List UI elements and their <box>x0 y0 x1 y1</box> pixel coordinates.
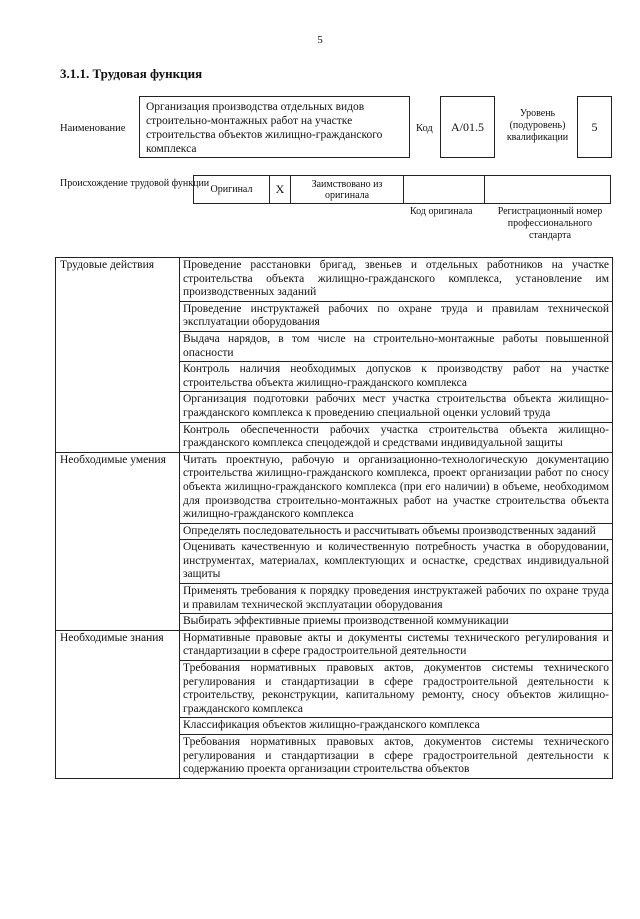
table-row <box>56 452 613 523</box>
item-cell: Классификация объектов жилищно-гражданского комплекса <box>180 718 613 735</box>
item-cell: Читать проектную, рабочую и организационно-технологическую документацию строительства жилищно-гражданского комплекса, проект организации работ по сносу объекта жилищно-гражданского комплекса (при его наличии) в объеме, необходимом для производства строительно-монтажных работ на участке строительства объекта жилищно-гражданского комплекса <box>180 452 613 523</box>
item-cell: Проведение расстановки бригад, звеньев и отдельных работников на участке строительства объекта жилищно-гражданского комплекса, установление им производственных заданий <box>180 258 613 302</box>
reg-number-cell <box>484 175 611 204</box>
item-cell: Применять требования к порядку проведения инструктажей рабочих по охране труда и правилам технической эксплуатации оборудования <box>180 584 613 614</box>
reg-number-label: Регистрационный номер профессионального стандарта <box>497 206 603 241</box>
item-cell: Контроль обеспеченности рабочих участка строительства объекта жилищно-гражданского комплекса спецодеждой и средствами индивидуальной защиты <box>180 422 613 452</box>
category-cell: Необходимые знания <box>56 630 180 778</box>
original-mark-cell: X <box>269 175 291 204</box>
function-name-box: Организация производства отдельных видов строительно-монтажных работ на участке строительства объектов жилищно-гражданского комплекса <box>139 96 410 158</box>
origin-table <box>193 175 613 204</box>
function-details-table <box>55 257 613 779</box>
code-original-cell <box>403 175 485 204</box>
item-cell: Оценивать качественную и количественную потребность участка в оборудовании, инструментах, материалах, комплектующих и оснастке, средствах индивидуальной защиты <box>180 540 613 584</box>
category-cell: Трудовые действия <box>56 258 180 453</box>
item-cell: Определять последовательность и рассчитывать объемы производственных заданий <box>180 523 613 540</box>
original-label-cell: Оригинал <box>193 175 270 204</box>
section-title: 3.1.1. Трудовая функция <box>60 66 203 81</box>
level-value-box: 5 <box>577 96 612 158</box>
item-cell: Организация подготовки рабочих мест участка строительства объекта жилищно-гражданского комплекса к проведению специальной оценки условий труда <box>180 392 613 422</box>
table-row <box>56 630 613 660</box>
level-label: Уровень (подуровень) квалификации <box>506 108 569 143</box>
item-cell: Выдача нарядов, в том числе на строительно-монтажные работы повышенной опасности <box>180 331 613 361</box>
item-cell: Требования нормативных правовых актов, документов системы технического регулирования и стандартизации в сфере градостроительной деятельности к содержанию проекта организации строительства объектов <box>180 735 613 779</box>
origin-label: Происхождение трудовой функции <box>60 178 210 189</box>
item-cell: Нормативные правовые акты и документы системы технического регулирования и стандартизации в сфере градостроительной деятельности <box>180 630 613 660</box>
code-original-label: Код оригинала <box>410 206 473 217</box>
category-cell: Необходимые умения <box>56 452 180 630</box>
code-value-box: A/01.5 <box>440 96 495 158</box>
table-row <box>56 258 613 302</box>
code-label: Код <box>416 123 433 134</box>
item-cell: Контроль наличия необходимых допусков к производству работ на участке строительства объекта жилищно-гражданского комплекса <box>180 362 613 392</box>
item-cell: Требования нормативных правовых актов, документов системы технического регулирования и стандартизации в сфере градостроительной деятельности к строительству, реконструкции, капитальному ремонту, сносу объектов жилищно-гражданского комплекса <box>180 661 613 718</box>
borrowed-label-cell: Заимствовано из оригинала <box>290 175 404 204</box>
item-cell: Выбирать эффективные приемы производственной коммуникации <box>180 614 613 631</box>
page-number: 5 <box>317 34 323 46</box>
item-cell: Проведение инструктажей рабочих по охране труда и правилам технической эксплуатации оборудования <box>180 301 613 331</box>
name-label: Наименование <box>60 123 126 134</box>
